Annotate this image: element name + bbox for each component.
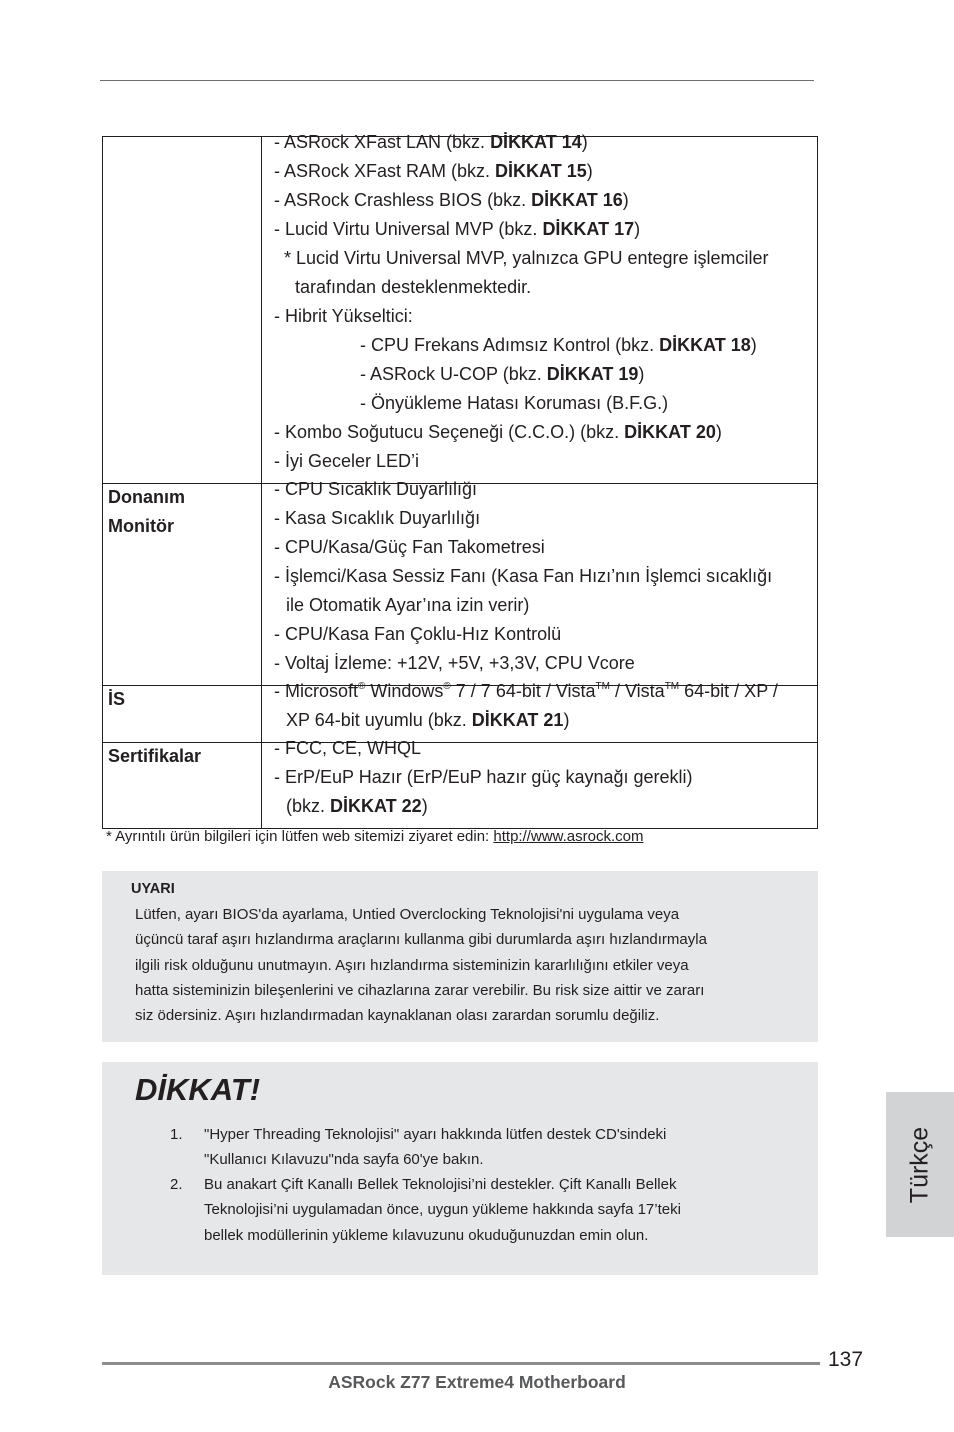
table-row — [103, 686, 818, 743]
spec-line: - ASRock Crashless BIOS (bkz. DİKKAT 16) — [274, 190, 629, 210]
language-tab — [886, 1092, 954, 1237]
spec-line: - CPU/Kasa/Güç Fan Takometresi — [274, 537, 545, 557]
table-row — [103, 743, 818, 829]
spec-line: - ASRock XFast RAM (bkz. DİKKAT 15) — [274, 161, 593, 181]
top-rule — [100, 80, 814, 81]
note-number: 2. — [170, 1176, 183, 1193]
footnote-text: * Ayrıntılı ürün bilgileri için lütfen web sitemizi ziyaret edin: — [106, 828, 494, 845]
note-line: "Hyper Threading Teknolojisi" ayarı hakkında lütfen destek CD'sindeki — [204, 1126, 667, 1143]
spec-line: - İyi Geceler LED’i — [274, 451, 420, 471]
note-line: bellek modüllerinin yükleme kılavuzunu okuduğunuzdan emin olun. — [204, 1227, 649, 1244]
spec-line: - CPU Sıcaklık Duyarlılığı — [274, 479, 478, 499]
warning-line: üçüncü taraf aşırı hızlandırma araçlarını kullanma gibi durumlarda aşırı hızlandırmayla — [135, 931, 707, 948]
note-line: Bu anakart Çift Kanallı Bellek Teknolojisi’ni destekler. Çift Kanallı Bellek — [204, 1176, 677, 1193]
spec-line: - Microsoft® Windows® 7 / 7 64-bit / Vista™ / Vista™ 64-bit / XP / — [274, 681, 778, 701]
spec-line: - Lucid Virtu Universal MVP (bkz. DİKKAT 17) — [274, 219, 641, 239]
table-row — [103, 137, 818, 484]
row-content-cell — [262, 479, 818, 686]
spec-line: - Kombo Soğutucu Seçeneği (C.C.O.) (bkz. DİKKAT 20) — [274, 422, 722, 442]
footer-title: ASRock Z77 Extreme4 Motherboard — [328, 1372, 626, 1392]
warning-line: hatta sisteminizin bileşenlerini ve cihazlarına zarar verebilir. Bu risk size aittir ve zararı — [135, 982, 705, 999]
website-link[interactable]: http://www.asrock.com — [493, 828, 644, 845]
spec-line: ile Otomatik Ayar’ına izin verir) — [286, 595, 530, 615]
row-content-cell — [262, 132, 818, 484]
spec-line: - İşlemci/Kasa Sessiz Fanı (Kasa Fan Hızı’nın İşlemci sıcaklığı — [274, 566, 773, 586]
footnote — [106, 828, 643, 845]
row-label: Donanım — [108, 487, 186, 507]
warning-line: Lütfen, ayarı BIOS'da ayarlama, Untied Overclocking Teknolojisi'ni uygulama veya — [135, 906, 680, 923]
spec-line: (bkz. DİKKAT 22) — [286, 796, 428, 816]
spec-line: * Lucid Virtu Universal MVP, yalnızca GPU entegre işlemciler — [284, 248, 769, 268]
spec-line: - CPU Frekans Adımsız Kontrol (bkz. DİKKAT 18) — [360, 335, 757, 355]
row-label: Monitör — [108, 516, 174, 536]
row-label: Sertifikalar — [108, 746, 202, 766]
notes-box — [102, 1062, 818, 1275]
bottom-rule — [102, 1362, 820, 1365]
row-label: İS — [108, 689, 126, 709]
warning-box — [102, 871, 818, 1042]
spec-line: - Önyükleme Hatası Koruması (B.F.G.) — [360, 393, 669, 413]
note-line: "Kullanıcı Kılavuzu"nda sayfa 60'ye bakın. — [204, 1151, 484, 1168]
spec-line: - ASRock XFast LAN (bkz. DİKKAT 14) — [274, 132, 588, 152]
warning-line: ilgili risk olduğunu unutmayın. Aşırı hızlandırma sisteminizin kararlılığını etkiler veya — [135, 957, 689, 974]
row-label-cell — [103, 484, 262, 686]
spec-table — [102, 132, 818, 829]
spec-line: - Hibrit Yükseltici: — [274, 306, 413, 326]
spec-line: - Kasa Sıcaklık Duyarlılığı — [274, 508, 481, 528]
spec-line: - ErP/EuP Hazır (ErP/EuP hazır güç kaynağı gerekli) — [274, 767, 693, 787]
note-line: Teknolojisi’ni uygulamadan önce, uygun yükleme hakkında sayfa 17’teki — [204, 1201, 681, 1218]
language-tab-label: Türkçe — [905, 1126, 934, 1203]
row-content-cell — [262, 738, 818, 829]
note-number: 1. — [170, 1126, 183, 1143]
row-content-cell — [262, 681, 818, 743]
spec-line: - FCC, CE, WHQL — [274, 738, 421, 758]
row-label-cell — [103, 686, 262, 743]
row-label-cell — [103, 137, 262, 484]
spec-line: - CPU/Kasa Fan Çoklu-Hız Kontrolü — [274, 624, 562, 644]
warning-line: siz ödersiniz. Aşırı hızlandırmadan kaynaklanan olası zarardan sorumlu değiliz. — [135, 1007, 660, 1024]
spec-line: XP 64-bit uyumlu (bkz. DİKKAT 21) — [286, 710, 570, 730]
notes-title: DİKKAT! — [135, 1072, 261, 1107]
spec-line: - Voltaj İzleme: +12V, +5V, +3,3V, CPU Vcore — [274, 653, 635, 673]
spec-line: - ASRock U-COP (bkz. DİKKAT 19) — [360, 364, 645, 384]
table-row — [103, 484, 818, 686]
row-label-cell — [103, 743, 262, 829]
warning-title: UYARI — [131, 881, 175, 897]
page-number: 137 — [828, 1348, 864, 1371]
spec-line: tarafından desteklenmektedir. — [295, 277, 532, 297]
